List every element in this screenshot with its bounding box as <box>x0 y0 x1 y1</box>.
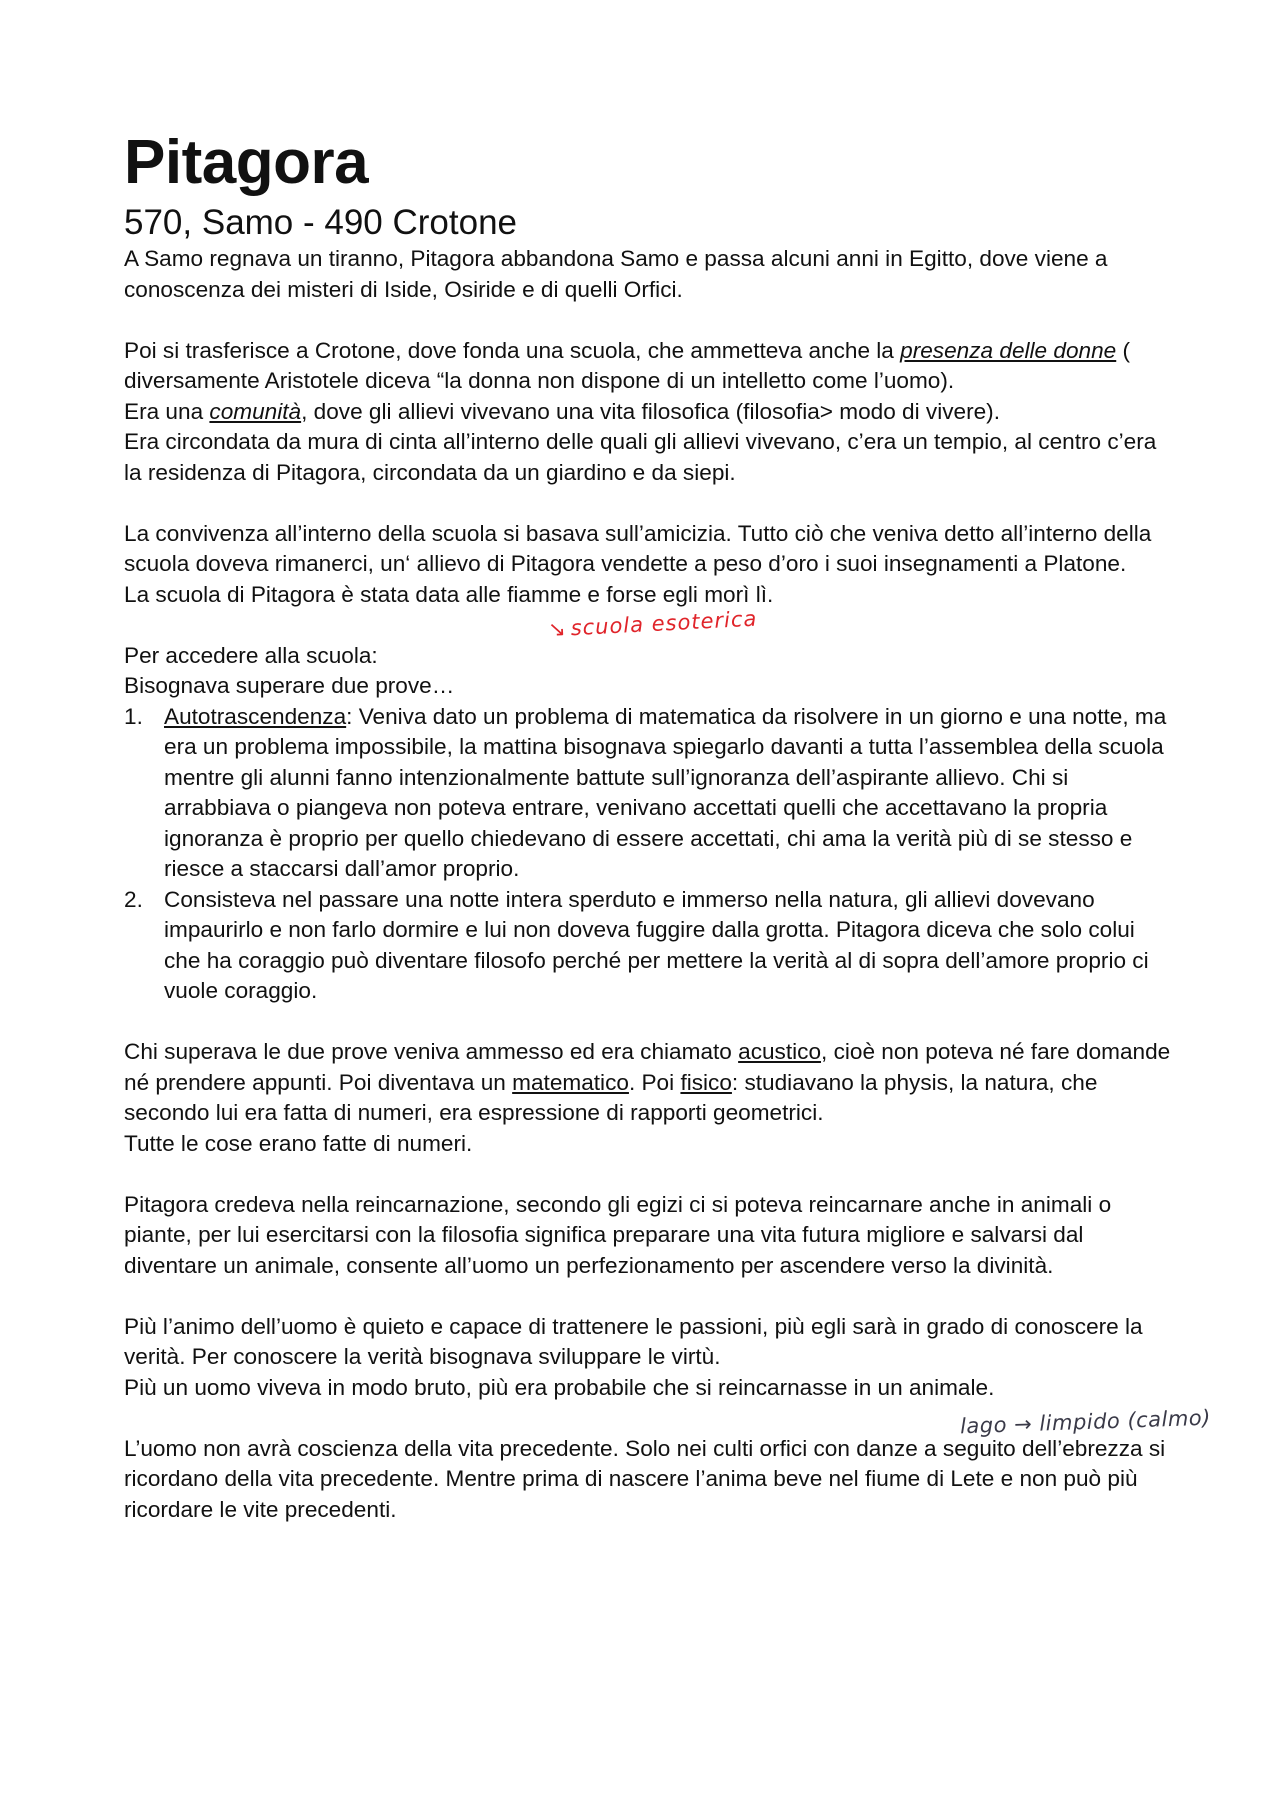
term-matematico: matematico <box>512 1069 629 1095</box>
paragraph-mura: Era circondata da mura di cinta all’interno delle quali gli allievi vivevano, c’era un tempio, al centro c’era la residenza di Pitagora, circondata da un giardino e da siepi. <box>124 429 1157 485</box>
paragraph-comunita: Era una comunità, dove gli allievi vivevano una vita filosofica (filosofia> modo di vivere). <box>124 398 1000 424</box>
paragraph-animo: Più l’animo dell’uomo è quieto e capace di trattenere le passioni, più egli sarà in grado di conoscere la verità. Per conoscere la verità bisognava sviluppare le virtù. <box>124 1313 1143 1369</box>
handwritten-note-lago: lago → limpido (calmo) <box>959 1405 1212 1439</box>
term-acustico: acustico <box>738 1039 822 1064</box>
paragraph-convivenza: La convivenza all’interno della scuola si basava sull’amicizia. Tutto ciò che veniva detto all’interno della scuola doveva rimanerci, un‘ allievo di Pitagora vendette a peso d’oro i suoi insegnamenti a Platone. <box>124 520 1152 576</box>
paragraph-gradi: Chi superava le due prove veniva ammesso ed era chiamato acustico, cioè non poteva né fare domande né prendere appunti. Poi diventava un matematico. Poi fisico: studiavano la physis, la natura, che secondo lui era fatta di numeri, era espressione di rapporti geometrici. <box>124 1039 1171 1125</box>
paragraph-reincarnazione: Pitagora credeva nella reincarnazione, secondo gli egizi ci si poteva reincarnare anche in animali o piante, per lui esercitarsi con la filosofia significa preparare una vita futura migliore e salvarsi dal diventare un animale, consente all’uomo un perfezionamento per ascendere verso la divinità. <box>124 1191 1112 1278</box>
proofs-list <box>124 702 1174 1007</box>
paragraph-numeri: Tutte le cose erano fatte di numeri. <box>124 1130 473 1156</box>
paragraph-bruto: Più un uomo viveva in modo bruto, più era probabile che si reincarnasse in un animale. <box>124 1374 995 1400</box>
emphasis-comunita: comunità <box>209 398 302 424</box>
document-page <box>124 128 1174 1525</box>
paragraph-intro: A Samo regnava un tiranno, Pitagora abbandona Samo e passa alcuni anni in Egitto, dove viene a conoscenza dei misteri di Iside, Osiride e di quelli Orfici. <box>124 246 1108 302</box>
paragraph-crotone: Poi si trasferisce a Crotone, dove fonda una scuola, che ammetteva anche la presenza delle donne ( diversamente Aristotele diceva “la donna non dispone di un intelletto come l’uomo). <box>124 337 1131 393</box>
paragraph-fiamme: La scuola di Pitagora è stata data alle fiamme e forse egli morì lì. <box>124 581 774 607</box>
term-autotrascendenza: Autotrascendenza <box>164 703 347 729</box>
emphasis-presenza-delle-donne: presenza delle donne <box>900 337 1117 363</box>
list-item: 2. Consisteva nel passare una notte intera sperduto e immerso nella natura, gli allievi dovevano impaurirlo e non farlo dormire e lui non doveva fuggire dalla grotta. Pitagora diceva che solo colui che ha coraggio può diventare filosofo perché per mettere la verità al di sopra dell’amore proprio ci vuole coraggio. <box>124 886 1149 1003</box>
paragraph-lete: L’uomo non avrà coscienza della vita precedente. Solo nei culti orfici con danze a seguito dell’ebrezza si ricordano della vita precedente. Mentre prima di nascere l’anima beve nel fiume di Lete e non può più ricordare le vite precedenti. <box>124 1435 1166 1522</box>
paragraph-prove: Bisognava superare due prove… <box>124 673 455 698</box>
page-subtitle: 570, Samo - 490 Crotone <box>124 203 518 242</box>
paragraph-accesso: Per accedere alla scuola: <box>124 642 378 668</box>
list-number: 1. <box>124 703 143 729</box>
handwritten-note-scuola-esoterica: ↘ scuola esoterica <box>547 606 758 642</box>
arrow-icon: ↘ <box>547 616 568 642</box>
list-item: 1. Autotrascendenza: Veniva dato un problema di matematica da risolvere in un giorno e una notte, ma era un problema impossibile, la mattina bisognava spiegarlo davanti a tutta l’assemblea della scuola mentre gli alunni fanno intenzionalmente battute sull’ignoranza dell’aspirante allievo. Chi si arrabbiava o piangeva non poteva entrare, venivano accettati quelli che accettavano la propria ignoranza è proprio per quello chiedevano di essere accettati, chi ama la verità più di se stesso e riesce a staccarsi dall’amor proprio. <box>124 703 1167 881</box>
page-title: Pitagora <box>124 128 369 197</box>
term-fisico: fisico <box>680 1069 732 1095</box>
list-number: 2. <box>124 886 143 912</box>
